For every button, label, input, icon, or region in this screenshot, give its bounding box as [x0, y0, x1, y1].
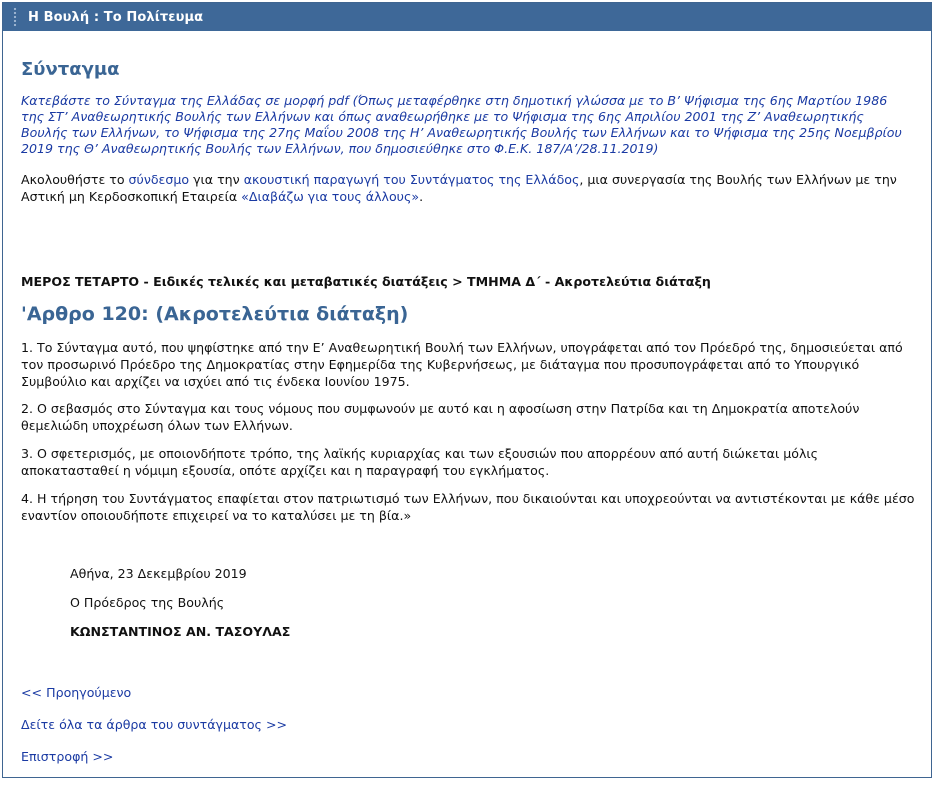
audio-suffix-text: , μια συνεργασία της Βουλής των Ελλήνων με την Αστική μη Κερδοσκοπική Εταιρεία: [21, 172, 897, 204]
article-paragraph-4: 4. Η τήρηση του Συντάγματος επαφίεται στον πατριωτισμό των Ελλήνων, που δικαιούνται και υποχρεούνται να αντιστέκονται με κάθε μέσο εναντίον οποιουδήποτε επιχειρεί να το καταλύσει με τη βία.»: [21, 491, 915, 523]
panel-titlebar: [3, 3, 931, 31]
audio-production-link[interactable]: ακουστική παραγωγή του Συντάγματος της Ελλάδος: [243, 172, 580, 187]
panel-title: Η Βουλή : Το Πολίτευμα: [28, 9, 204, 25]
previous-link[interactable]: << Προηγούμενο: [21, 685, 132, 700]
article-paragraph-2: 2. Ο σεβασμός στο Σύνταγμα και τους νόμους που συμφωνούν με αυτό και η αφοσίωση στην Πατρίδα και τη Δημοκρατία αποτελούν θεμελιώδη υποχρέωση όλων των Ελλήνων.: [21, 401, 860, 433]
audio-prefix-text: Ακολουθήστε το: [21, 172, 129, 187]
constitution-pdf-link[interactable]: Κατεβάστε το Σύνταγμα της Ελλάδας σε μορφή pdf (Όπως μεταφέρθηκε στη δημοτική γλώσσα με το Β’ Ψήφισμα της 6ης Μαρτίου 1986 της ΣΤ’ Αναθεωρητικής Βουλής των Ελλήνων και όπως αναθεωρήθηκε με το Ψήφισμα της 6ης Απριλίου 2001 της Ζ’ Αναθεωρητικής Βουλής των Ελλήνων, το Ψήφισμα της 27ης Μαΐου 2008 της Η’ Αναθεωρητικής Βουλής των Ελλήνων και το Ψήφισμα της 25ης Νοεμβρίου 2019 της Θ’ Αναθεωρητικής Βουλής των Ελλήνων, που δημοσιεύθηκε στο Φ.Ε.Κ. 187/Α’/28.11.2019): [21, 93, 902, 156]
back-link[interactable]: Επιστροφή >>: [21, 749, 114, 764]
signature-role: Ο Πρόεδρος της Βουλής: [70, 595, 225, 610]
signature-date: Αθήνα, 23 Δεκεμβρίου 2019: [70, 566, 247, 581]
breadcrumb: ΜΕΡΟΣ ΤΕΤΑΡΤΟ - Ειδικές τελικές και μεταβατικές διατάξεις > ΤΜΗΜΑ Δ΄ - Ακροτελεύτια διάταξη: [21, 274, 711, 289]
article-title: 'Αρθρο 120: (Ακροτελεύτια διάταξη): [21, 303, 409, 325]
section-heading: Σύνταγμα: [21, 59, 120, 80]
connection-link[interactable]: σύνδεσμο: [128, 172, 190, 187]
audio-production-paragraph: [21, 171, 916, 205]
article-paragraph-1: 1. Το Σύνταγμα αυτό, που ψηφίστηκε από την Ε’ Αναθεωρητική Βουλή των Ελλήνων, υπογράφεται από τον Πρόεδρό της, δημοσιεύεται από τον προσωρινό Πρόεδρο της Δημοκρατίας στην Εφημερίδα της Κυβερνήσεως, με διάταγμα που προσυπογράφεται από το Υπουργικό Συμβούλιο και αρχίζει να ισχύει από τις ένδεκα Ιουνίου 1975.: [21, 340, 903, 389]
audio-end-text: .: [419, 189, 424, 204]
article-paragraph-3: 3. Ο σφετερισμός, με οποιονδήποτε τρόπο, της λαϊκής κυριαρχίας και των εξουσιών που απορρέουν από αυτή διώκεται μόλις αποκατασταθεί η νόμιμη εξουσία, οπότε αρχίζει και η παραγραφή του εγκλήματος.: [21, 446, 819, 478]
organization-link[interactable]: «Διαβάζω για τους άλλους»: [241, 189, 420, 204]
drag-handle-icon: [13, 7, 17, 27]
signature-name: ΚΩΝΣΤΑΝΤΙΝΟΣ ΑΝ. ΤΑΣΟΥΛΑΣ: [70, 624, 291, 639]
audio-middle-text: για την: [189, 172, 244, 187]
content-panel: [2, 2, 932, 778]
all-articles-link[interactable]: Δείτε όλα τα άρθρα του συντάγματος >>: [21, 717, 288, 732]
